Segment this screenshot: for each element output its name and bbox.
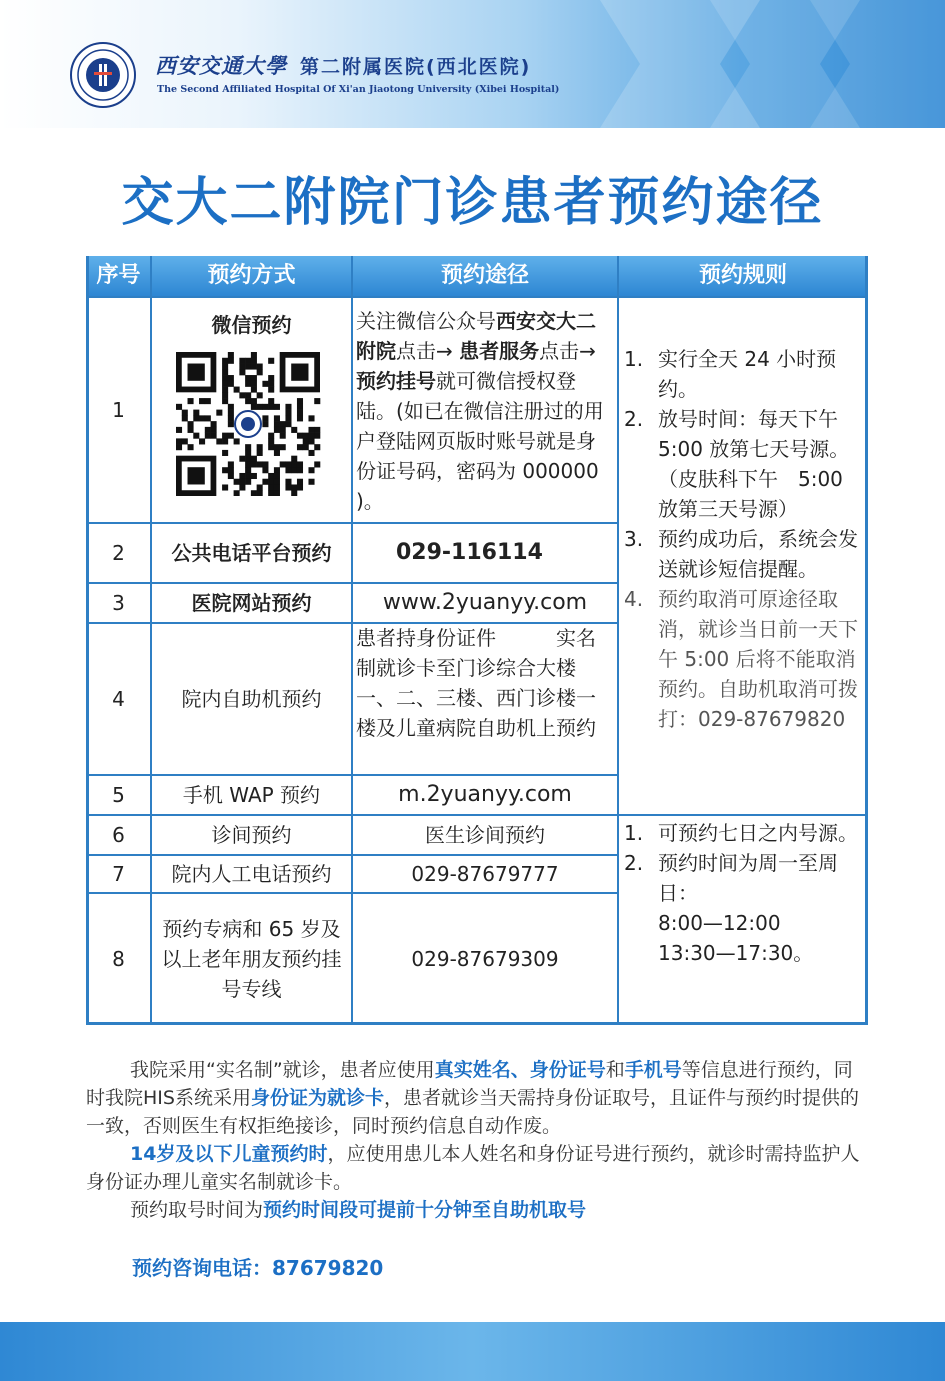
note-1-highlight-1: 真实姓名、身份证号 — [434, 1059, 606, 1081]
path-text-1: 关注微信公众号 — [356, 309, 496, 333]
grid-line — [86, 814, 868, 816]
rule-a-2-num: 2. — [624, 407, 644, 431]
row-6-method: 诊间预约 — [211, 823, 292, 847]
header-no: 序号 — [96, 263, 141, 288]
grid-line — [86, 256, 89, 1025]
rule-a-2-text: 放号时间：每天下午5:00 放第七天号源。（皮肤科下午 5:00 放第三天号源） — [658, 407, 850, 521]
hospital-seal-icon — [70, 42, 136, 108]
rule-b-2-num: 2. — [624, 851, 644, 875]
note-1-text-3: 等信息进行预约，同时我院HIS系统采用 — [86, 1059, 853, 1109]
row-4-no: 4 — [112, 687, 125, 711]
decorative-arrows-icon — [560, 0, 945, 128]
note-1-highlight-3: 身份证为就诊卡 — [250, 1087, 384, 1109]
grid-line — [86, 582, 618, 584]
note-1-text-1: 我院采用“实名制”就诊，患者应使用 — [130, 1059, 435, 1081]
page-title: 交大二附院门诊患者预约途径 — [121, 173, 824, 233]
note-paragraph-1 — [86, 1056, 870, 1140]
path-text-4: 就可微信授权登陆。(如已在微信注册过的用户登陆网页版时账号就是身份证号码，密码为 000000 )。 — [356, 369, 604, 513]
grid-line — [351, 256, 353, 1025]
header-path: 预约途径 — [440, 263, 529, 288]
rule-a-3-num: 3. — [624, 527, 644, 551]
grid-line — [150, 256, 152, 1025]
rule-b-1-text: 可预约七日之内号源。 — [658, 821, 858, 845]
row-8-path: 029-87679309 — [411, 947, 559, 971]
note-3-highlight: 预约时间段可提前十分钟至自助机取号 — [263, 1199, 587, 1221]
path-text-3: 点击→ — [539, 339, 596, 363]
grid-line — [865, 256, 868, 1025]
grid-line — [86, 622, 618, 624]
rule-b-2 — [624, 848, 864, 908]
row-5-path: m.2yuanyy.com — [398, 782, 572, 807]
path-text-2: 点击→ — [396, 339, 460, 363]
row-8-no: 8 — [112, 947, 125, 971]
rule-b-1 — [624, 818, 864, 848]
grid-line — [86, 854, 618, 856]
header-method: 预约方式 — [207, 263, 296, 288]
row-2-no: 2 — [112, 541, 125, 565]
rule-a-4 — [624, 584, 864, 734]
rule-a-4-num: 4. — [624, 587, 644, 611]
school-name: 西安交通大學 — [155, 53, 287, 78]
row-1-path-text — [356, 306, 614, 516]
consult-hotline: 预约咨询电话：87679820 — [132, 1256, 384, 1280]
path-register: 预约挂号 — [356, 369, 436, 393]
qr-code-icon — [169, 352, 327, 496]
row-8-method: 预约专病和 65 岁及以上老年朋友预约挂号专线 — [161, 917, 342, 1001]
note-3-text: 预约取号时间为 — [130, 1199, 264, 1221]
rules-b-list — [624, 818, 864, 968]
rule-a-2 — [624, 404, 864, 524]
rule-b-time-1: 8:00—12:00 — [658, 911, 781, 935]
wechat-qr-code — [169, 352, 327, 496]
row-7-path: 029-87679777 — [411, 862, 559, 886]
rule-a-1-text: 实行全天 24 小时预约。 — [658, 347, 837, 401]
footer-bar — [0, 1322, 945, 1381]
row-2-method: 公共电话平台预约 — [171, 541, 332, 565]
header-rules: 预约规则 — [698, 263, 787, 288]
rule-b-2-text: 预约时间为周一至周日： — [658, 851, 838, 905]
header-banner — [0, 0, 945, 128]
row-4-path: 患者持身份证件 实名制就诊卡至门诊综合大楼一、二、三楼、西门诊楼一楼及儿童病院自助机上预约 — [356, 626, 596, 740]
row-1-method: 微信预约 — [211, 313, 292, 337]
row-5-no: 5 — [112, 783, 125, 807]
grid-line — [86, 774, 618, 776]
appointment-table — [86, 256, 868, 1025]
row-1-path — [356, 306, 614, 516]
hospital-name: 第二附属医院(西北医院) — [300, 56, 532, 78]
note-2-highlight: 14岁及以下儿童预约时 — [130, 1143, 328, 1165]
note-paragraph-2 — [86, 1140, 870, 1196]
row-3-method: 医院网站预约 — [191, 591, 312, 615]
row-3-path: www.2yuanyy.com — [382, 590, 588, 615]
note-paragraph-3 — [86, 1196, 870, 1224]
row-7-method: 院内人工电话预约 — [171, 862, 332, 886]
rule-a-3-text: 预约成功后，系统会发送就诊短信提醒。 — [658, 527, 858, 581]
rules-block-a — [624, 344, 864, 764]
grid-line — [617, 256, 619, 1025]
row-1-no: 1 — [112, 397, 125, 422]
rules-a-list — [624, 344, 864, 734]
row-2-path: 029-116114 — [396, 540, 543, 565]
english-name: The Second Affiliated Hospital Of Xi'an Jiaotong University (Xibei Hospital) — [157, 84, 560, 95]
rule-a-4-text: 预约取消可原途径取消，就诊当日前一天下午 5:00 后将不能取消预约。自助机取消可拨打：029-87679820 — [658, 587, 858, 731]
note-1-text-4: ，患者就诊当天需持身份证取号，且证件与预约时提供的一致，否则医生有权拒绝接诊，同时预约信息自动作废。 — [86, 1087, 859, 1137]
grid-line — [86, 296, 868, 298]
row-7-no: 7 — [112, 862, 125, 886]
notes-section — [86, 1056, 870, 1224]
rule-b-1-num: 1. — [624, 821, 644, 845]
rules-block-b — [624, 818, 864, 1018]
row-5-method: 手机 WAP 预约 — [182, 783, 321, 807]
note-2-text: ，应使用患儿本人姓名和身份证号进行预约，就诊时需持监护人身份证办理儿童实名制就诊卡。 — [86, 1143, 860, 1193]
row-6-path: 医生诊间预约 — [425, 823, 545, 847]
rule-a-1-num: 1. — [624, 347, 644, 371]
grid-line — [86, 892, 618, 894]
rule-b-time-2: 13:30—17:30。 — [658, 941, 814, 965]
path-official-account: 西安交大二附院 — [356, 309, 596, 363]
rule-a-3 — [624, 524, 864, 584]
path-patient-service: 患者服务 — [459, 339, 540, 363]
note-1-text-2: 和 — [605, 1059, 625, 1081]
rule-a-1 — [624, 344, 864, 404]
note-1-highlight-2: 手机号 — [624, 1059, 682, 1081]
grid-line — [86, 1022, 868, 1025]
row-4-method: 院内自助机预约 — [181, 687, 322, 711]
row-3-no: 3 — [112, 591, 125, 615]
row-6-no: 6 — [112, 823, 125, 847]
grid-line — [86, 522, 618, 524]
